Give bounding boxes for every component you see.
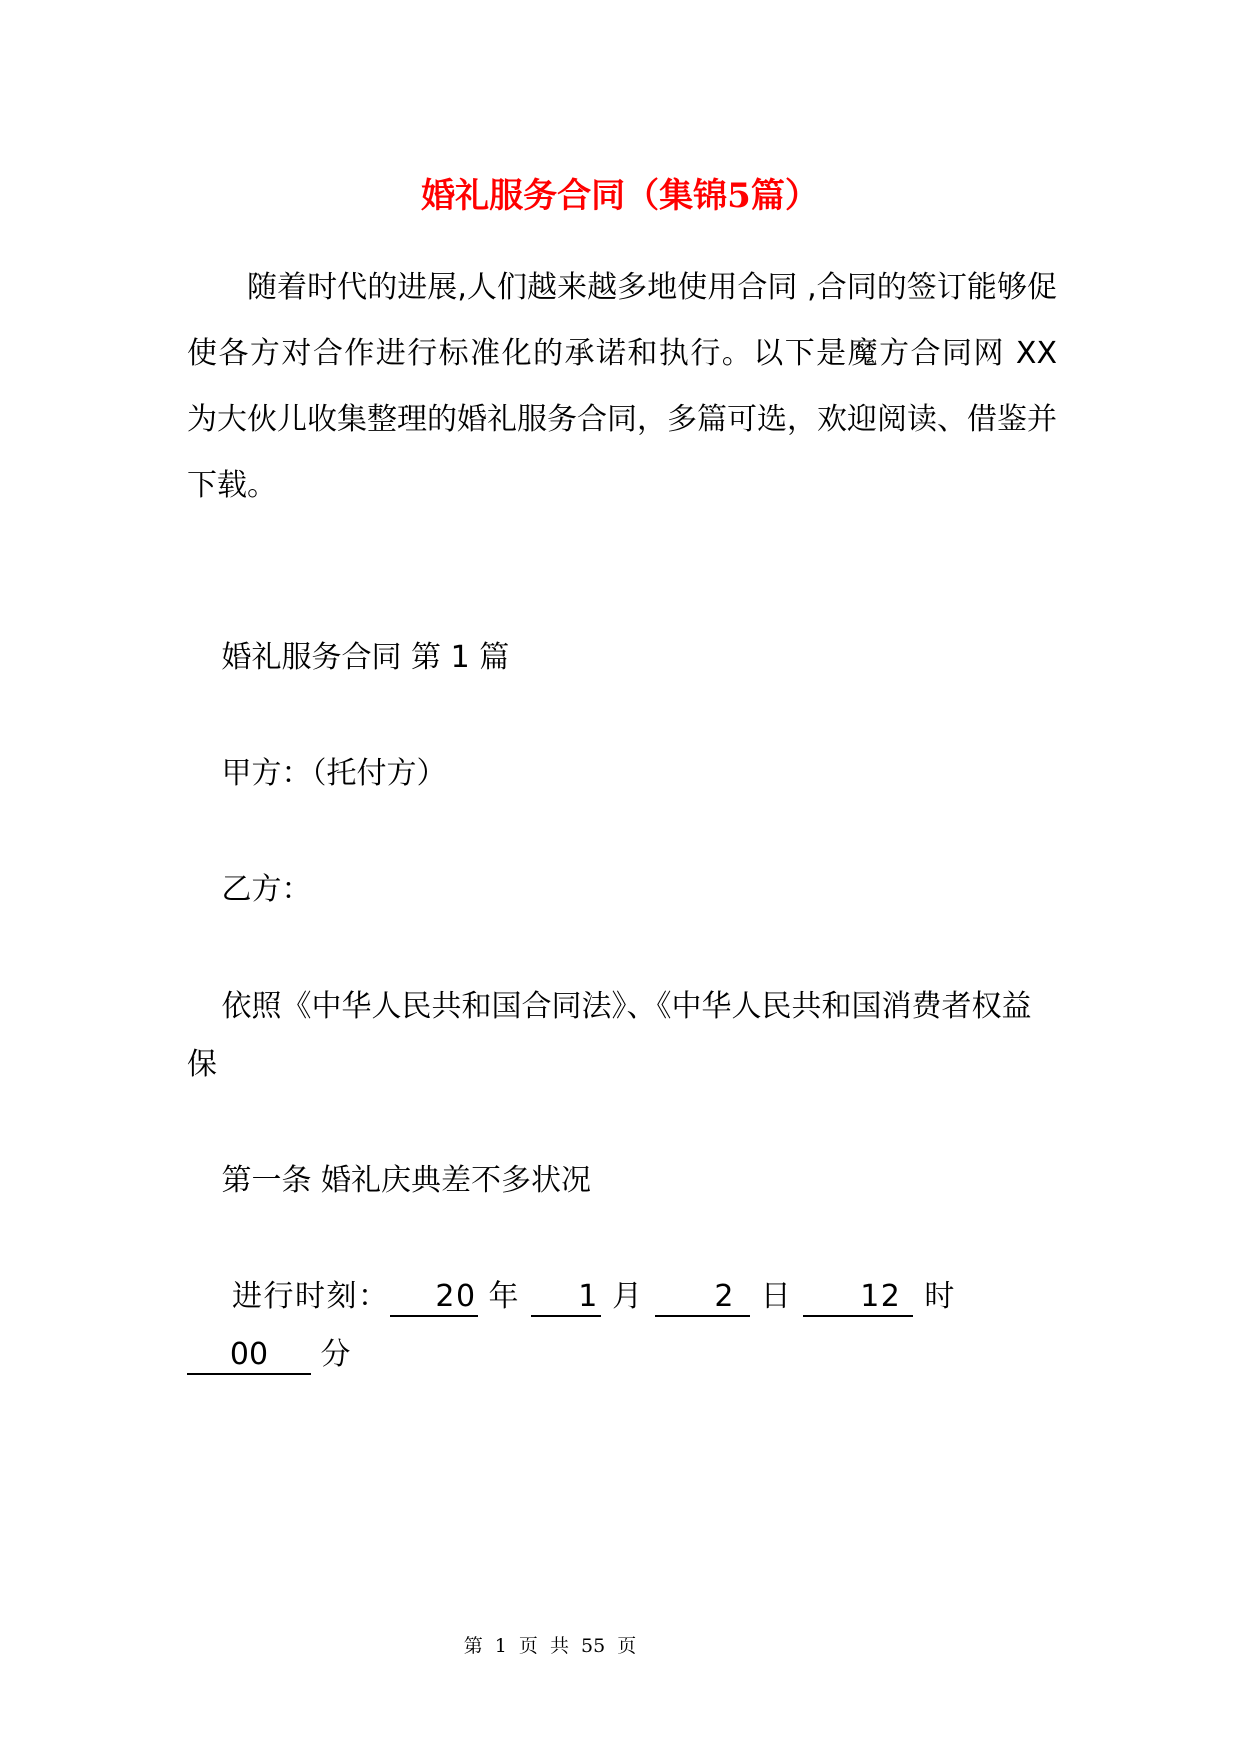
year-blank: 20 bbox=[390, 1279, 478, 1317]
minute-unit: 分 bbox=[320, 1337, 351, 1372]
ceremony-time-row-cont bbox=[187, 1322, 1057, 1388]
page-footer: 第 1 页 共 55 页 bbox=[463, 1635, 637, 1657]
month-blank: 1 bbox=[531, 1279, 601, 1317]
time-label: 进行时刻： bbox=[232, 1279, 390, 1314]
day-unit: 日 bbox=[760, 1279, 793, 1314]
year-unit: 年 bbox=[488, 1279, 521, 1314]
day-blank: 2 bbox=[655, 1279, 750, 1317]
party-b-line: 乙方： bbox=[221, 872, 312, 907]
document-title: 婚礼服务合同（集锦5篇） bbox=[421, 176, 819, 216]
ceremony-time-row bbox=[187, 1264, 1057, 1330]
month-unit: 月 bbox=[612, 1279, 644, 1314]
hour-unit: 时 bbox=[924, 1279, 956, 1314]
legal-basis-line-1: 依照《中华人民共和国合同法》、《中华人民共和国消费者权益 bbox=[221, 989, 1032, 1024]
intro-paragraph: 随着时代的进展,人们越来越多地使用合同 ,合同的签订能够促使各方对合作进行标准化的承诺和执行。以下是魔方合同网 XX 为大伙儿收集整理的婚礼服务合同，多篇可选，欢迎阅读、借鉴并下载。 bbox=[187, 270, 1057, 503]
legal-basis-line-2: 保 bbox=[187, 1047, 217, 1082]
hour-blank: 12 bbox=[803, 1279, 913, 1317]
party-a-line: 甲方：（托付方） bbox=[221, 756, 447, 791]
article-1-heading: 第一条 婚礼庆典差不多状况 bbox=[221, 1163, 592, 1198]
minute-blank: 00 bbox=[187, 1337, 311, 1375]
section-heading: 婚礼服务合同 第 1 篇 bbox=[221, 640, 510, 675]
